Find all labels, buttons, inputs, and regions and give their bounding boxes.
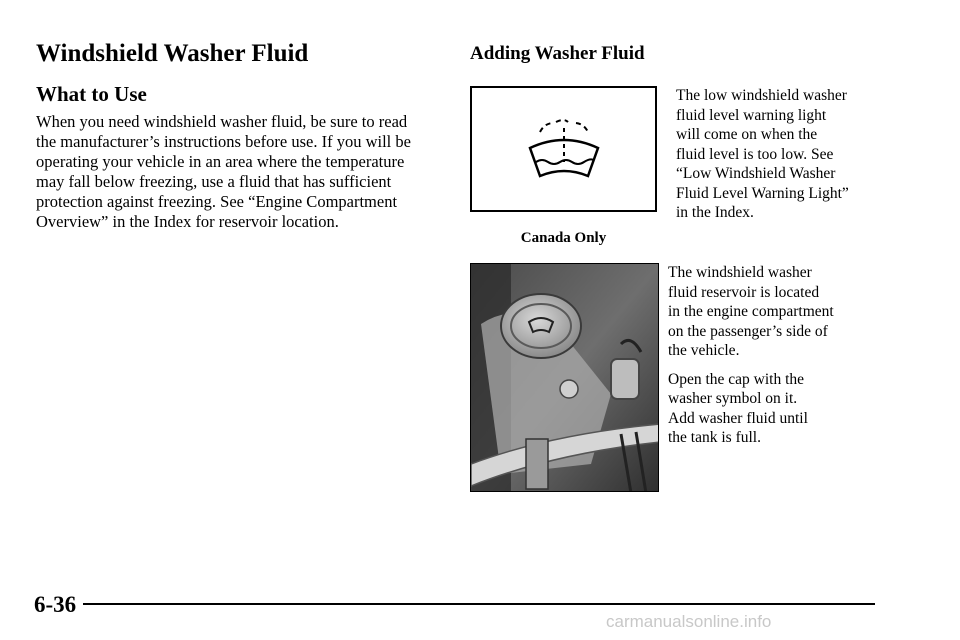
text-line: When you need windshield washer fluid, be sure to read [36,112,408,131]
page-title: Windshield Washer Fluid [36,40,309,67]
text-line: in the engine compartment [668,303,834,320]
watermark: carmanualsonline.info [606,612,772,631]
text-line: Add washer fluid until [668,409,808,427]
reservoir-text-block [668,263,883,457]
text-line: the tank is full. [668,429,761,446]
text-line: operating your vehicle in an area where the temperature [36,152,405,171]
text-line: The windshield washer [668,264,812,281]
engine-compartment-photo-icon [471,264,659,492]
text-line: may fall below freezing, use a fluid that has sufficient [36,172,392,191]
text-line: Open the cap with the [668,370,805,388]
section-heading-adding-washer-fluid: Adding Washer Fluid [470,43,645,64]
text-line: will come on when the [676,126,818,143]
washer-fluid-symbol-box [470,86,657,212]
fill-instructions-paragraph [668,370,883,448]
washer-fluid-symbol-icon [472,88,655,210]
text-line: Overview” in the Index for reservoir location. [36,212,339,231]
text-line: fluid reservoir is located [668,283,820,301]
text-line: “Low Windshield Washer [676,165,836,182]
washer-reservoir-photo [470,263,659,492]
text-line: on the passenger’s side of [668,322,828,340]
text-line: protection against freezing. See “Engine Compartment [36,192,398,211]
text-line: washer symbol on it. [668,390,798,407]
footer-divider [83,603,875,605]
symbol-caption: Canada Only [520,230,607,246]
reservoir-location-paragraph [668,263,883,361]
page-number: 6-36 [34,592,77,617]
section-heading-what-to-use: What to Use [36,82,147,106]
text-line: fluid level warning light [676,106,827,124]
what-to-use-paragraph [36,112,446,232]
text-line: The low windshield washer [676,87,847,104]
text-line: fluid level is too low. See [676,145,834,163]
text-line: the manufacturer’s instructions before use. If you will be [36,132,411,151]
text-line: Fluid Level Warning Light” [676,184,849,202]
warning-light-paragraph [676,86,876,223]
text-line: in the Index. [676,204,754,221]
text-line: the vehicle. [668,342,740,359]
